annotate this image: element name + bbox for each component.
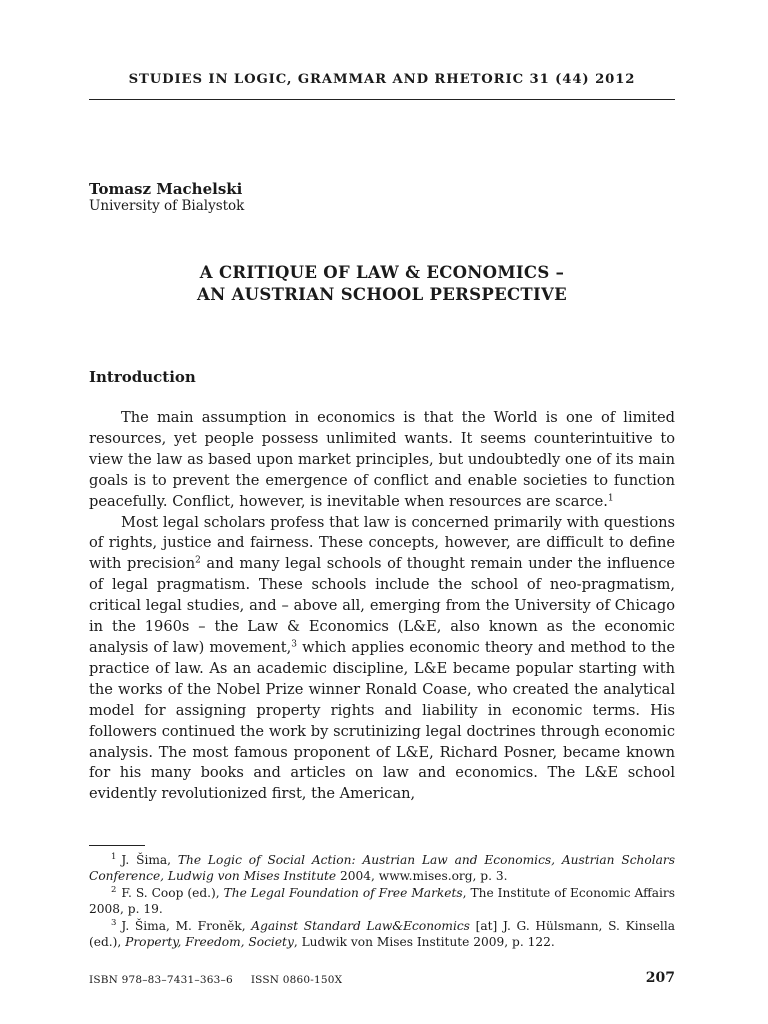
footnote-3-number: 3 [111, 917, 117, 928]
page-number: 207 [645, 970, 675, 986]
footnote-ref-1: 1 [607, 493, 614, 504]
footnote-3-title: Against Standard Law&Economics [251, 918, 470, 933]
footnote-2-title: The Legal Foundation of Free Markets [223, 885, 463, 900]
paragraph-2 [89, 513, 675, 806]
footnote-2-author: F. S. Coop (ed.), [121, 885, 224, 900]
footnote-3-source: , Ludwik von Mises Institute 2009, p. 122. [293, 935, 555, 950]
footnote-3-editors: [at] J. G. Hülsmann, S. Kinsella (ed.), [89, 918, 675, 950]
footnote-rule [89, 845, 145, 846]
footnote-2 [89, 885, 675, 918]
footnote-3 [89, 918, 675, 951]
footnote-3-author: J. Šima, M. Fronĕk, [121, 918, 252, 933]
running-head: STUDIES IN LOGIC, GRAMMAR AND RHETORIC 31 (44) 2012 [128, 72, 636, 87]
title-line-2: AN AUSTRIAN SCHOOL PERSPECTIVE [197, 285, 567, 304]
paragraph-2-text-b: and many legal schools of thought remain under the influence of legal pragmatism. These schools include the school of neo-pragmatism, critical legal studies, and – above all, emerging from the University of Chicago in the 1960s – the Law & Economics (L&E, also known as the economic analysis of law) movement, [89, 555, 675, 656]
footnote-1-author: J. Šima, [121, 853, 178, 867]
section-heading: Introduction [89, 368, 196, 386]
paragraph-1-text: The main assumption in economics is that the World is one of limited resources, yet people possess unlimited wants. It seems counterintuitive to view the law as based upon market principles, but undoubtedly one of its main goals is to prevent the emergence of conflict and enable societies to function peacefully. Conflict, however, is inevitable when resources are scarce. [89, 409, 675, 510]
footnotes [89, 852, 675, 950]
paragraph-2-text-a: Most legal scholars profess that law is concerned primarily with questions of rights, justice and fairness. These concepts, however, are difficult to define with precision [89, 513, 675, 573]
footnote-2-source: , The Institute of Economic Affairs 2008, p. 19. [89, 885, 675, 917]
footnote-1-title: The Logic of Social Action: Austrian Law and Economics, Austrian Scholars Conference, Ludwig von Mises Institute [89, 853, 675, 884]
header-rule [89, 99, 675, 100]
footnote-3-book-title: Property, Freedom, Society [125, 935, 294, 950]
isbn: ISBN 978–83–7431–363–6 [89, 974, 233, 986]
footnote-2-number: 2 [111, 885, 117, 896]
article-title [89, 262, 675, 306]
body-text [89, 408, 675, 805]
title-line-1: A CRITIQUE OF LAW & ECONOMICS – [199, 263, 565, 282]
footnote-1-source: 2004, www.mises.org, p. 3. [336, 869, 508, 884]
paragraph-1 [89, 408, 675, 513]
author-name: Tomasz Machelski [89, 180, 243, 198]
footnote-1 [89, 852, 675, 885]
footer-identifiers [89, 974, 342, 986]
footnote-1-number: 1 [111, 852, 117, 863]
footnote-ref-2: 2 [195, 555, 201, 566]
footnote-ref-3: 3 [291, 639, 298, 650]
paragraph-2-text-c: which applies economic theory and method to the practice of law. As an academic discipline, L&E became popular starting with the works of the Nobel Prize winner Ronald Coase, who created the analytical model for assigning property rights and liability in economic terms. His followers continued the work by scrutinizing legal doctrines through economic analysis. The most famous proponent of L&E, Richard Posner, became known for his many books and articles on law and economics. The L&E school evidently revolutionized first, the American, [89, 638, 675, 803]
author-affiliation: University of Bialystok [89, 198, 245, 214]
issn: ISSN 0860-150X [250, 974, 343, 986]
